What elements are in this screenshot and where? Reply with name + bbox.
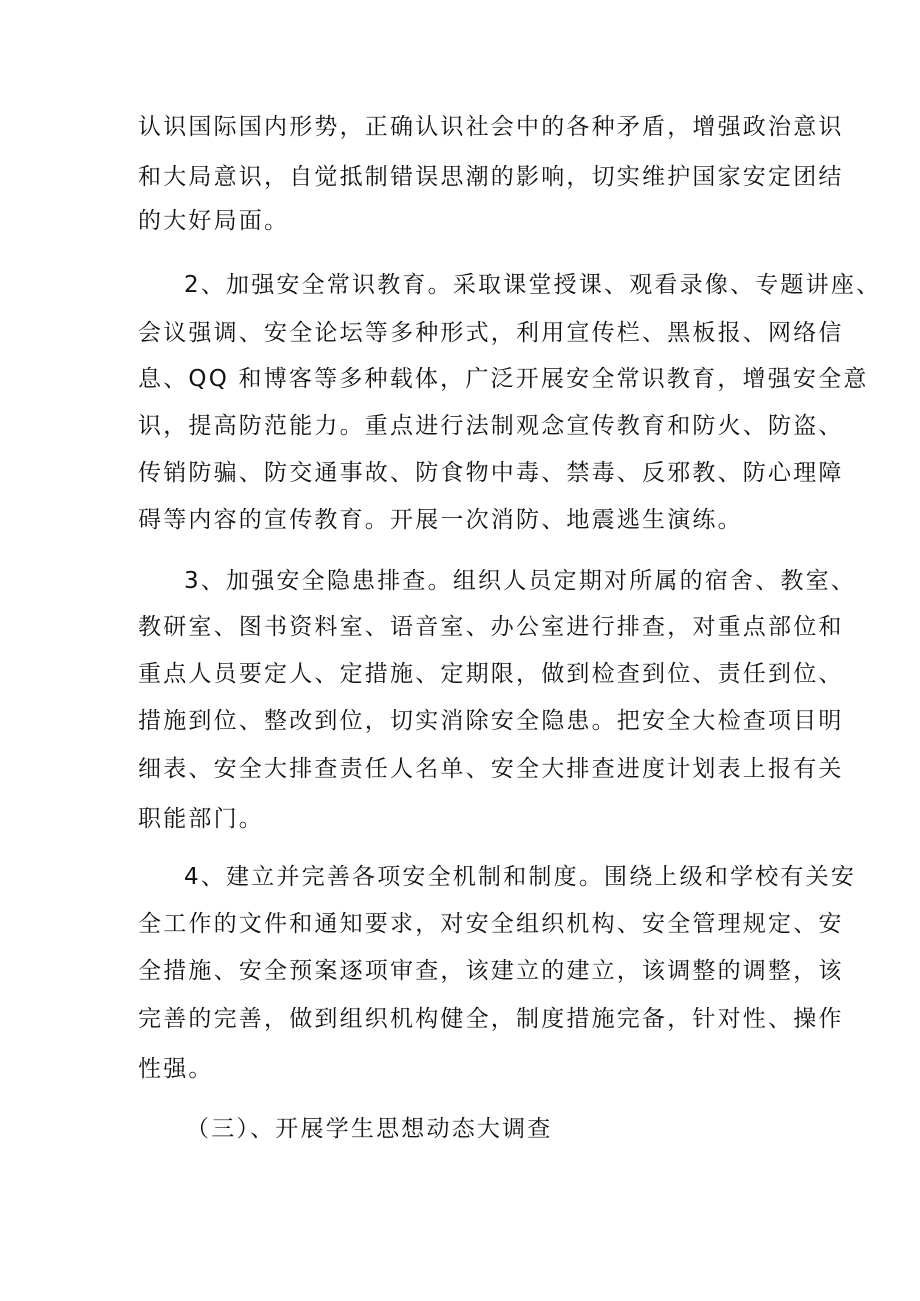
text-line: 教研室、图书资料室、语音室、办公室进行排查，对重点部位和 bbox=[138, 614, 844, 640]
text-line: 和大局意识，自觉抵制错误思潮的影响，切实维护国家安定团结 bbox=[138, 164, 844, 190]
text-line: 2、加强安全常识教育。采取课堂授课、观看录像、专题讲座、 bbox=[184, 272, 882, 298]
text-line: 的大好局面。 bbox=[138, 208, 290, 234]
section-heading-text: （三）、开展学生思想动态大调查 bbox=[186, 1116, 553, 1142]
text-line: 细表、安全大排查责任人名单、安全大排查进度计划表上报有关 bbox=[138, 756, 844, 782]
text-line: 全工作的文件和通知要求，对安全组织机构、安全管理规定、安 bbox=[138, 911, 844, 937]
text-line: 会议强调、安全论坛等多种形式，利用宣传栏、黑板报、网络信 bbox=[138, 320, 844, 346]
text-line: 性强。 bbox=[138, 1056, 214, 1082]
text-line: 息、QQ 和博客等多种载体，广泛开展安全常识教育，增强安全意 bbox=[138, 366, 869, 392]
text-line: 4、建立并完善各项安全机制和制度。围绕上级和学校有关安 bbox=[184, 864, 857, 890]
text-line: 重点人员要定人、定措施、定期限，做到检查到位、责任到位、 bbox=[138, 661, 844, 687]
text-line: 完善的完善，做到组织机构健全，制度措施完备，针对性、操作 bbox=[138, 1006, 844, 1032]
text-line: 认识国际国内形势，正确认识社会中的各种矛盾，增强政治意识 bbox=[138, 114, 844, 140]
text-line: 措施到位、整改到位，切实消除安全隐患。把安全大检查项目明 bbox=[138, 708, 844, 734]
text-line: 碍等内容的宣传教育。开展一次消防、地震逃生演练。 bbox=[138, 507, 743, 533]
text-line: 职能部门。 bbox=[138, 806, 264, 832]
text-line: 3、加强安全隐患排查。组织人员定期对所属的宿舍、教室、 bbox=[184, 568, 857, 594]
text-line: 全措施、安全预案逐项审查，该建立的建立，该调整的调整，该 bbox=[138, 958, 844, 984]
text-line: 识，提高防范能力。重点进行法制观念宣传教育和防火、防盗、 bbox=[138, 413, 844, 439]
text-line: 传销防骗、防交通事故、防食物中毒、禁毒、反邪教、防心理障 bbox=[138, 460, 844, 486]
